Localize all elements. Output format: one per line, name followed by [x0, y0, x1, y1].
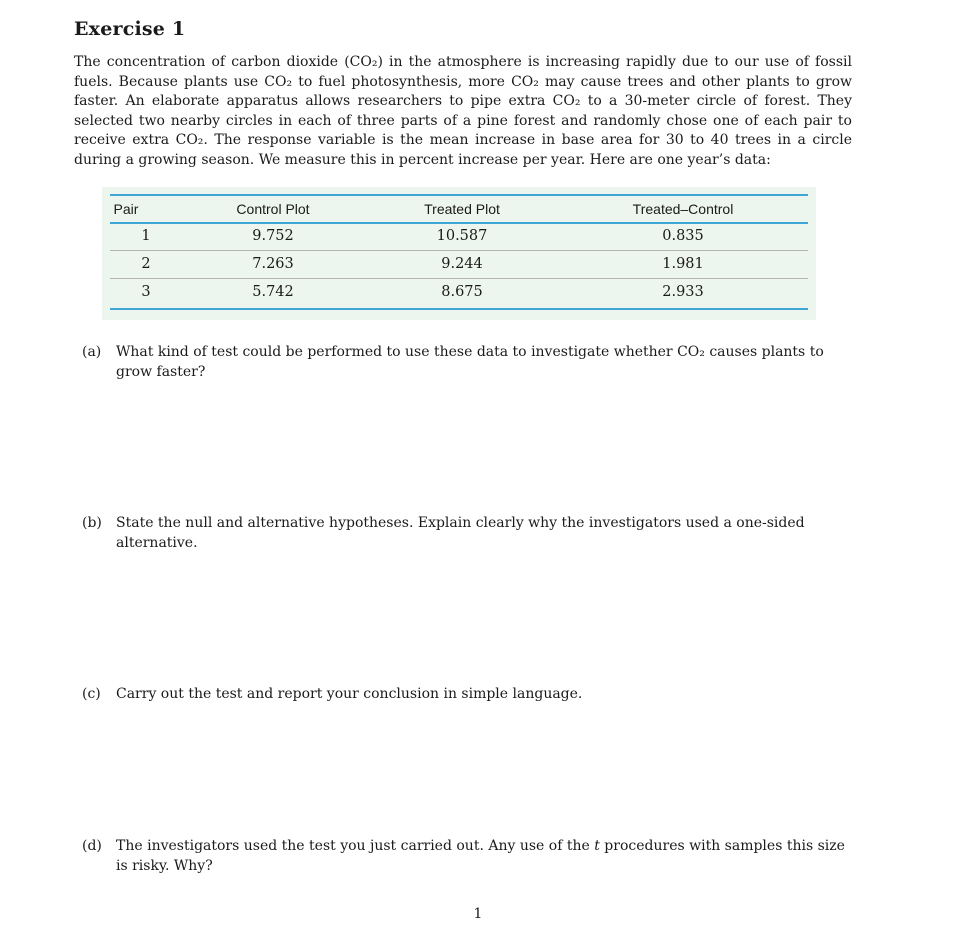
question-text: State the null and alternative hypotheses. Explain clearly why the investigators used a one-sided alternative.: [116, 515, 805, 551]
question-d: [82, 837, 852, 876]
table-cell-treated: 9.244: [441, 256, 483, 272]
table-cell-pair: 2: [141, 256, 151, 272]
question-text: What kind of test could be performed to use these data to investigate whether CO₂ causes plants to grow faster?: [116, 344, 824, 380]
question-text: Carry out the test and report your conclusion in simple language.: [116, 686, 583, 702]
table-cell-difference: 2.933: [662, 284, 704, 300]
table-cell-control: 7.263: [252, 256, 294, 272]
table-bottom-rule: [110, 308, 808, 310]
question-text: The investigators used the test you just carried out. Any use of the t procedures with samples this size is risky. Why?: [116, 838, 845, 874]
exercise-intro-paragraph: The concentration of carbon dioxide (CO₂) in the atmosphere is increasing rapidly due to our use of fossil fuels. Because plants use CO₂ to fuel photosynthesis, more CO₂ may cause trees and other plants to grow faster. An elaborate apparatus allows researchers to pipe extra CO₂ to a 30-meter circle of forest. They selected two nearby circles in each of three parts of a pine forest and randomly chose one of each pair to receive extra CO₂. The response variable is the mean increase in base area for 30 to 40 trees in a circle during a growing season. We measure this in percent increase per year. Here are one year’s data:: [74, 54, 852, 168]
table-cell-difference: 0.835: [662, 228, 704, 244]
question-c: [82, 685, 852, 705]
page-number: 1: [473, 906, 483, 922]
question-label: (c): [82, 686, 101, 702]
table-row-divider: [110, 278, 808, 279]
question-label: (b): [82, 515, 102, 531]
table-cell-control: 5.742: [252, 284, 294, 300]
table-row-divider: [110, 250, 808, 251]
data-table: [102, 187, 816, 320]
table-header-rule: [110, 222, 808, 224]
table-top-rule: [110, 194, 808, 196]
question-b: [82, 514, 852, 553]
table-header-pair: Pair: [113, 201, 139, 217]
question-label: (d): [82, 838, 102, 854]
exercise-heading: Exercise 1: [74, 18, 186, 40]
table-cell-difference: 1.981: [662, 256, 704, 272]
table-cell-pair: 3: [141, 284, 151, 300]
table-cell-treated: 8.675: [441, 284, 483, 300]
table-header-treated: Treated Plot: [424, 201, 500, 217]
table-cell-treated: 10.587: [436, 228, 488, 244]
table-header-control: Control Plot: [236, 201, 310, 217]
table-header-difference: Treated–Control: [632, 201, 734, 217]
table-cell-pair: 1: [141, 228, 151, 244]
question-label: (a): [82, 344, 102, 360]
table-cell-control: 9.752: [252, 228, 294, 244]
question-a: [82, 343, 852, 382]
